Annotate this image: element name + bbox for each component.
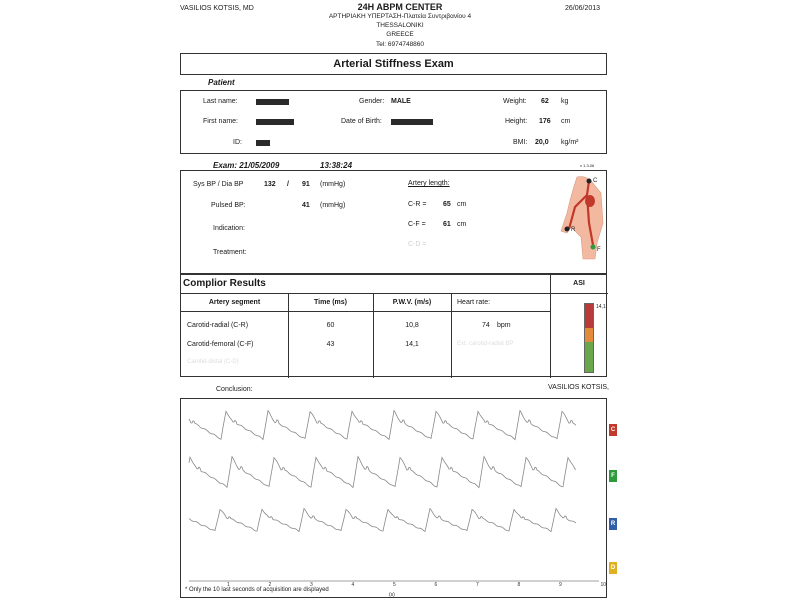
id-label: ID: [233, 139, 242, 146]
artery-length-label: Artery length: [408, 180, 450, 187]
col-hr-header: Heart rate: [457, 299, 491, 306]
sysdia-unit: (mmHg) [320, 181, 346, 188]
cf-unit: cm [457, 221, 467, 228]
exam-box [180, 170, 607, 274]
results-title-divider [181, 293, 608, 294]
marker-f-label: F [597, 247, 601, 253]
asi-green-zone [585, 342, 593, 372]
row-2-extra: Ext. carotid-radial BP [457, 341, 514, 347]
wave-label-r: R [609, 518, 617, 530]
results-title: Complior Results [183, 278, 266, 289]
waveform-panel [180, 398, 616, 598]
waveform-traces [181, 399, 606, 597]
asi-label: ASI [573, 280, 585, 287]
doctor-name: VASILIOS KOTSIS, MD [180, 5, 254, 12]
bp-slash: / [287, 181, 289, 188]
pulsed-label: Pulsed BP: [211, 202, 246, 209]
asi-orange-zone [585, 328, 593, 342]
weight-unit: kg [561, 98, 569, 105]
center-phone: Tel: 6974748860 [375, 41, 425, 48]
treatment-label: Treatment: [213, 249, 247, 256]
results-box [180, 274, 607, 377]
center-address: ΑΡΤΗΡΙΑΚΗ ΥΠΕΡΤΑΣΗ-Πλατεία Συντριβανίου 4 [328, 13, 472, 20]
row-3-segment: Carotid-distal (C-D) [187, 359, 239, 365]
gender-label: Gender: [359, 98, 385, 105]
center-name: 24H ABPM CENTER [357, 2, 443, 12]
row-1-segment: Carotid-radial (C-R) [187, 322, 249, 329]
heart-rate-value: 74 [482, 322, 490, 329]
last-name-redacted [256, 99, 289, 105]
height-value: 176 [539, 118, 551, 125]
gender-value: MALE [391, 98, 411, 105]
cr-label: C-R = [408, 201, 427, 208]
marker-r-dot [565, 227, 570, 232]
col-segment-header: Artery segment [208, 299, 261, 306]
trace-c [189, 411, 576, 440]
marker-f-dot [591, 245, 596, 250]
bmi-unit: kg/m² [561, 139, 579, 146]
report-date: 26/06/2013 [565, 5, 601, 12]
sysdia-label: Sys BP / Dia BP [193, 181, 244, 188]
x-tick-label: 8 [517, 582, 521, 588]
asi-gauge [584, 303, 594, 373]
marker-c-label: C [593, 178, 598, 184]
asi-divider [550, 275, 551, 378]
marker-c-dot [587, 179, 592, 184]
heart-rate-unit: bpm [497, 322, 511, 329]
artery-diagram [557, 173, 607, 261]
center-city: THESSALONIKI [376, 22, 424, 29]
cr-value: 65 [443, 201, 451, 208]
exam-title: Arterial Stiffness Exam [333, 58, 454, 70]
x-tick-label: 9 [559, 582, 562, 588]
wave-label-d: D [609, 562, 617, 574]
x-tick-label: 10 [600, 582, 607, 588]
title-box [180, 53, 607, 75]
patient-section-label: Patient [208, 78, 235, 87]
indication-label: Indication: [213, 225, 245, 232]
row-2-pwv: 14,1 [405, 341, 419, 348]
x-tick-label: 7 [476, 582, 479, 588]
header-row-divider [181, 311, 550, 312]
wave-label-f: F [609, 470, 617, 482]
x-tick-label: 3 [310, 582, 313, 588]
cf-value: 61 [443, 221, 451, 228]
center-country: GREECE [386, 31, 414, 38]
first-name-label: First name: [203, 118, 239, 125]
time-axis-unit: (s) [389, 592, 395, 598]
row-2-time: 43 [326, 341, 335, 348]
first-name-redacted [256, 119, 294, 125]
weight-value: 62 [541, 98, 549, 105]
row-1-pwv: 10,8 [405, 322, 419, 329]
x-tick-label: 2 [268, 582, 272, 588]
bmi-value: 20,0 [535, 139, 549, 146]
sys-value: 132 [264, 181, 276, 188]
software-version: v 1.3.06 [580, 163, 595, 168]
height-label: Height: [505, 118, 528, 125]
conclusion-label: Conclusion: [216, 386, 253, 393]
signature: VASILIOS KOTSIS, [548, 384, 609, 391]
last-name-label: Last name: [203, 98, 238, 105]
dia-value: 91 [302, 181, 310, 188]
cf-label: C-F = [408, 221, 426, 228]
cr-unit: cm [457, 201, 467, 208]
height-unit: cm [561, 118, 571, 125]
dob-label: Date of Birth: [341, 118, 382, 125]
dob-redacted [391, 119, 433, 125]
wave-label-c: C [609, 424, 617, 436]
col-pwv-header: P.W.V. (m/s) [392, 299, 432, 306]
cd-label: C-D = [408, 241, 427, 248]
trace-r [189, 509, 576, 532]
exam-time: 13:38:24 [320, 161, 353, 170]
exam-date-label: Exam: 21/05/2009 [213, 161, 280, 170]
asi-value: 14,1 [596, 304, 606, 310]
pulsed-value: 41 [302, 202, 310, 209]
bmi-label: BMI: [513, 139, 528, 146]
trace-f [189, 457, 576, 488]
patient-box [180, 90, 607, 154]
weight-label: Weight: [503, 98, 527, 105]
x-tick-label: 1 [227, 582, 230, 588]
row-1-time: 60 [326, 322, 335, 329]
asi-red-zone [585, 304, 593, 328]
x-tick-label: 5 [393, 582, 396, 588]
heart-shape [585, 195, 595, 207]
marker-r-label: R [571, 227, 576, 233]
x-tick-label: 4 [351, 582, 355, 588]
col-time-header: Time (ms) [314, 299, 347, 306]
pulsed-unit: (mmHg) [320, 202, 346, 209]
acquisition-footnote: * Only the 10 last seconds of acquisition are displayed [185, 587, 329, 593]
row-2-segment: Carotid-femoral (C-F) [187, 341, 254, 348]
x-tick-label: 6 [434, 582, 438, 588]
col-divider-3 [451, 293, 452, 378]
id-redacted [256, 140, 270, 146]
